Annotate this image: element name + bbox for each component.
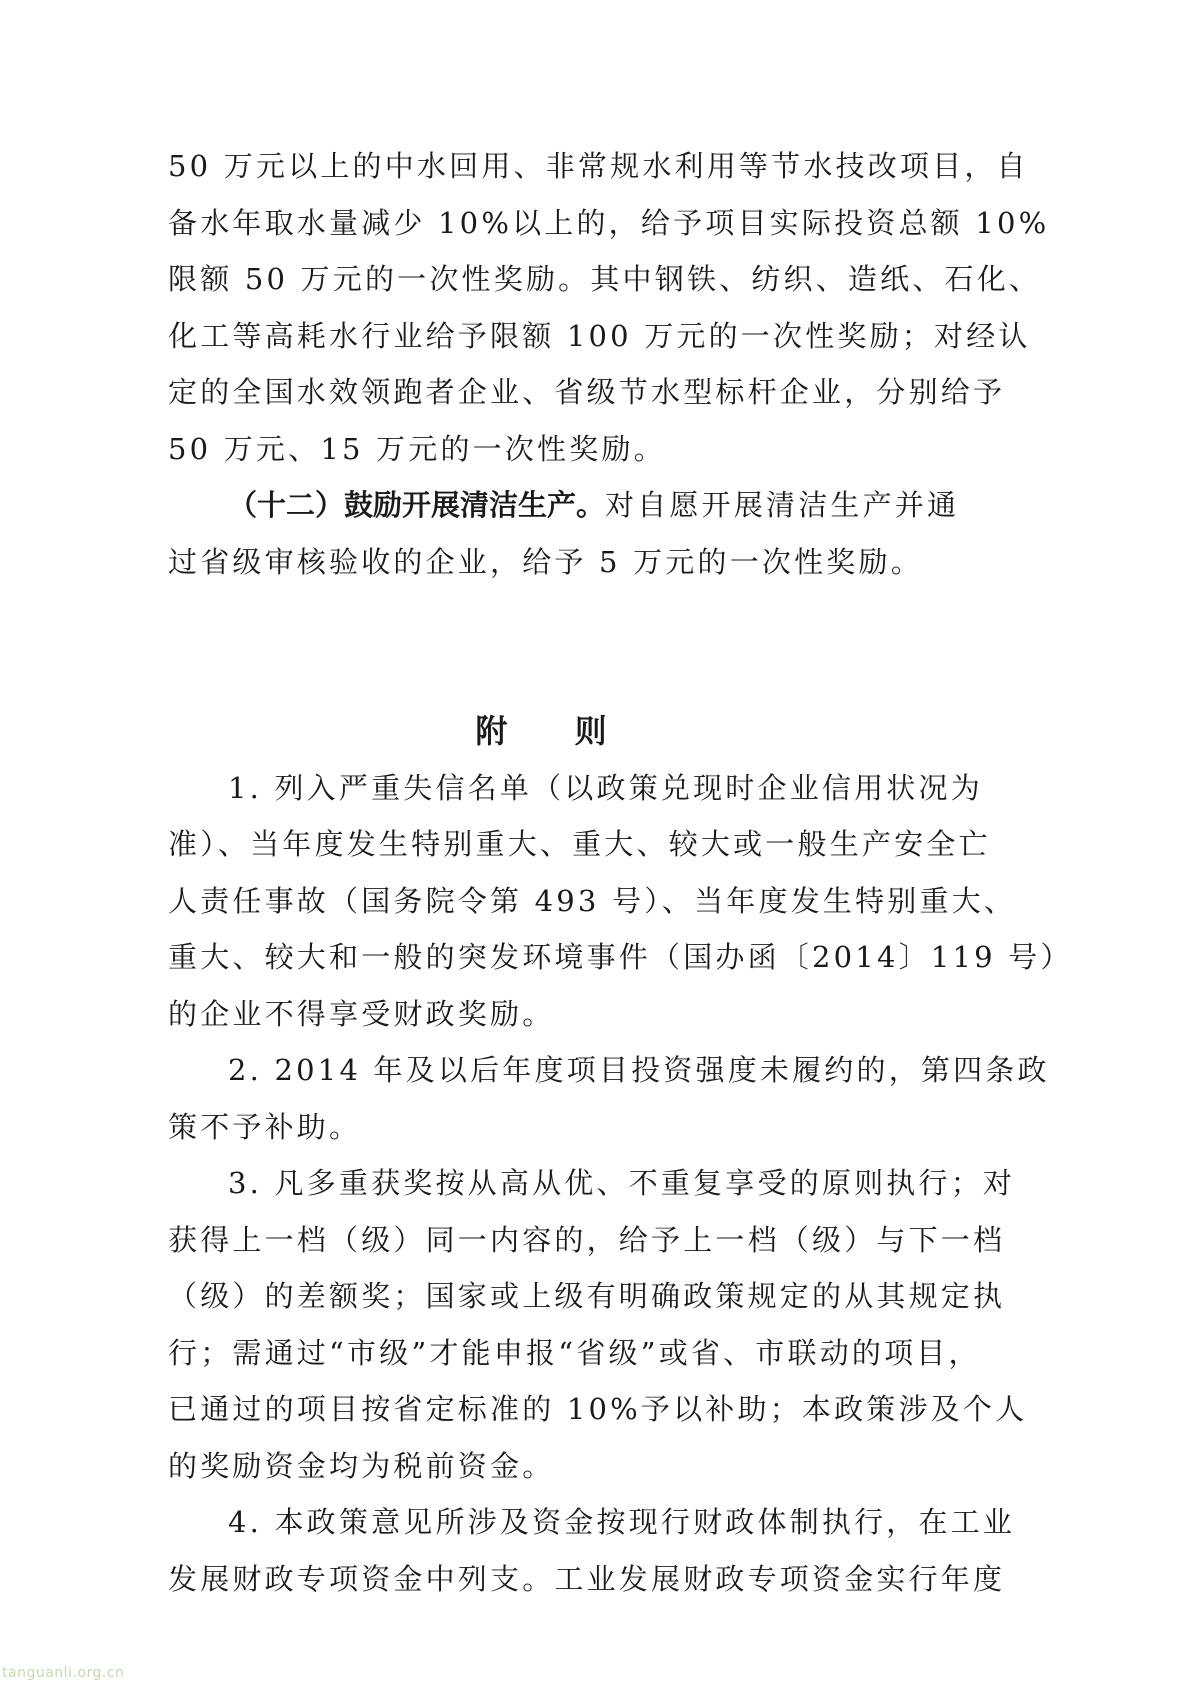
paragraph-line: 准）、当年度发生特别重大、重大、较大或一般生产安全亡 (168, 827, 991, 861)
spacer (168, 590, 942, 703)
section-12 (168, 477, 960, 590)
paragraph-line: 发展财政专项资金中列支。工业发展财政专项资金实行年度 (168, 1561, 1006, 1596)
paragraph-line: 3. 凡多重获奖按从高从优、不重复享受的原则执行；对 (228, 1166, 1016, 1200)
section-11-continuation (168, 138, 1050, 477)
paragraph-line: 定的全国水效领跑者企业、省级节水型标杆企业，分别给予 (168, 375, 1006, 409)
paragraph-line: 2. 2014 年及以后年度项目投资强度未履约的，第四条政 (228, 1053, 1050, 1087)
paragraph-line: 已通过的项目按省定标准的 10%予以补助；本政策涉及个人 (168, 1392, 1028, 1426)
paragraph-line: 策不予补助。 (168, 1109, 362, 1144)
paragraph-line: 备水年取水量减少 10%以上的，给予项目实际投资总额 10% (168, 205, 1050, 240)
paragraph-line: 化工等高耗水行业给予限额 100 万元的一次性奖励；对经认 (168, 318, 1031, 353)
paragraph-line: 过省级审核验收的企业，给予 5 万元的一次性奖励。 (168, 544, 923, 579)
paragraph-line: 限额 50 万元的一次性奖励。其中钢铁、纺织、造纸、石化、 (168, 262, 1042, 296)
appendix-item-3 (168, 1155, 1028, 1494)
paragraph-line: 的奖励资金均为税前资金。 (168, 1448, 555, 1483)
paragraph-line: 行；需通过“市级”才能申报“省级”或省、市联动的项目， (168, 1335, 981, 1370)
paragraph-line: 的企业不得享受财政奖励。 (168, 996, 555, 1031)
paragraph-line: 50 万元、15 万元的一次性奖励。 (168, 431, 666, 466)
document-page (168, 138, 1073, 1607)
paragraph-line (168, 477, 960, 534)
paragraph-line: 获得上一档（级）同一内容的，给予上一档（级）与下一档 (168, 1222, 1006, 1257)
paragraph-line: 人责任事故（国务院令第 493 号）、当年度发生特别重大、 (168, 883, 1017, 918)
paragraph-line: 50 万元以上的中水回用、非常规水利用等节水技改项目，自 (168, 149, 1029, 183)
paragraph-line: 重大、较大和一般的突发环境事件（国办函〔2014〕119 号） (168, 940, 1073, 974)
paragraph-line: （级）的差额奖；国家或上级有明确政策规定的从其规定执 (168, 1279, 1006, 1313)
paragraph-line: 1. 列入严重失信名单（以政策兑现时企业信用状况为 (228, 770, 983, 805)
appendix-item-4 (168, 1494, 1016, 1607)
section-heading: （十二）鼓励开展清洁生产。 (228, 488, 606, 522)
watermark: tanguanli.org.cn (2, 1665, 125, 1681)
appendix-title: 附 则 (475, 712, 635, 750)
section-text: 对自愿开展清洁生产并通 (605, 488, 960, 522)
appendix-item-2 (168, 1042, 1050, 1155)
paragraph-line: 4. 本政策意见所涉及资金按现行财政体制执行，在工业 (228, 1505, 1016, 1539)
appendix-item-1 (168, 760, 1073, 1043)
